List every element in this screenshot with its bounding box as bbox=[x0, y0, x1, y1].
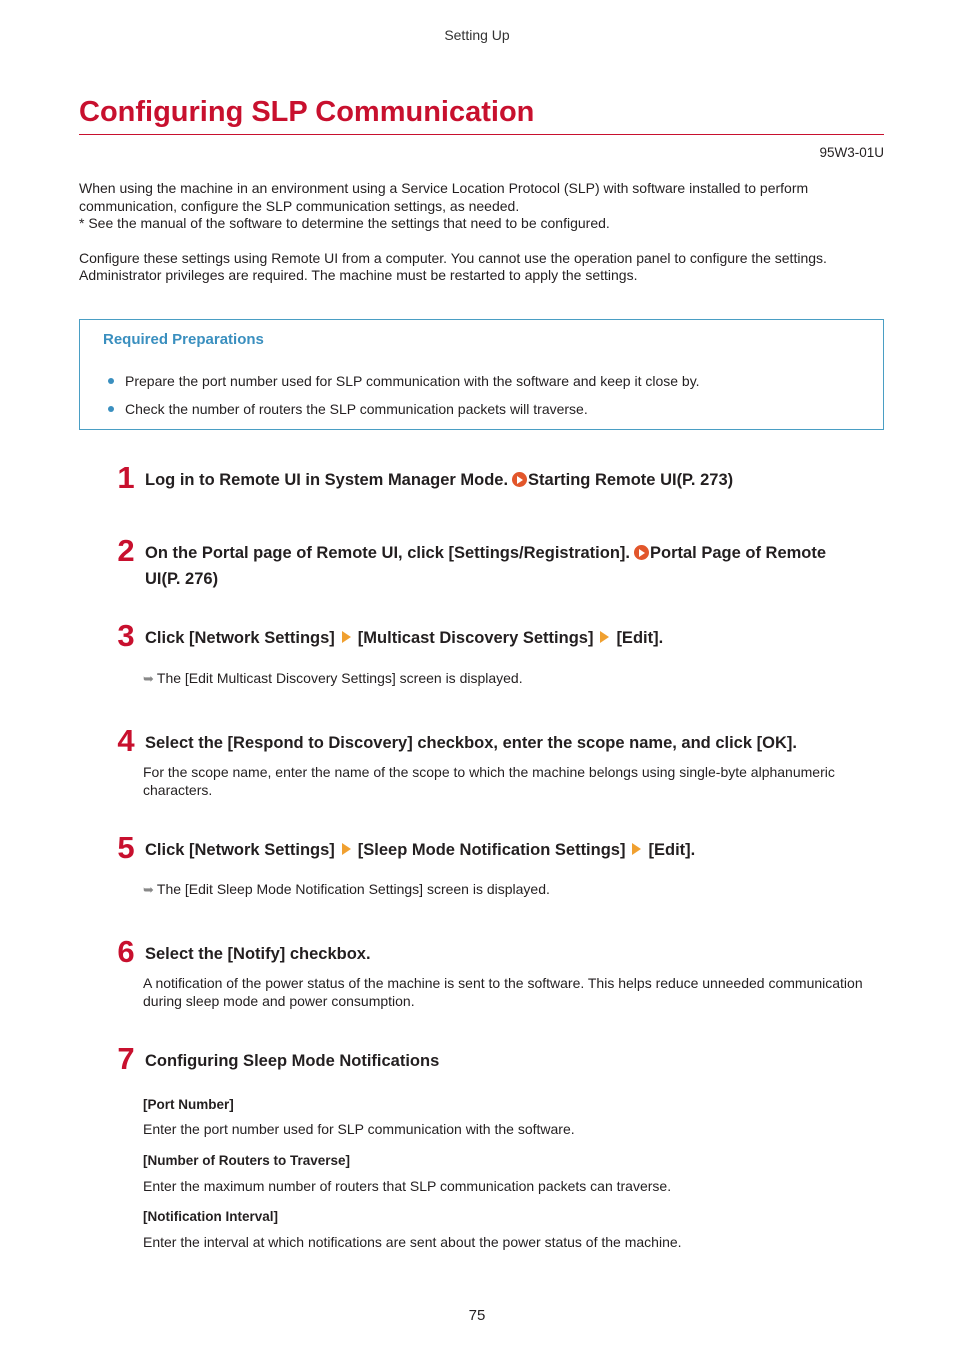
step-number: 4 bbox=[117, 723, 135, 758]
step-number: 3 bbox=[117, 618, 135, 653]
intro-note: Administrator privileges are required. The machine must be restarted to apply the settings. bbox=[79, 267, 638, 283]
preparation-item: Prepare the port number used for SLP communication with the software and keep it close by. bbox=[125, 373, 700, 389]
step-description: A notification of the power status of the machine is sent to the software. This helps reduce unneeded communication during sleep mode and power consumption. bbox=[143, 975, 863, 1009]
step-description: For the scope name, enter the name of the scope to which the machine belongs using single-byte alphanumeric characters. bbox=[143, 764, 835, 798]
preparations-title: Required Preparations bbox=[103, 331, 264, 348]
step-number: 2 bbox=[117, 533, 135, 568]
setting-term: [Port Number] bbox=[143, 1097, 234, 1112]
step-instruction: Select the [Respond to Discovery] checkbox, enter the scope name, and click [OK]. bbox=[145, 734, 797, 752]
setting-term: [Notification Interval] bbox=[143, 1209, 279, 1224]
menu-path-arrow-icon bbox=[632, 843, 641, 855]
step-instruction: On the Portal page of Remote UI, click [Settings/Registration]. Portal Page of Remote UI(P. 276) bbox=[145, 544, 827, 588]
setting-term: [Number of Routers to Traverse] bbox=[143, 1153, 351, 1168]
step-instruction: Click [Network Settings] [Sleep Mode Notification Settings] [Edit]. bbox=[145, 841, 696, 859]
menu-path-arrow-icon bbox=[342, 631, 351, 643]
running-header: Setting Up bbox=[444, 27, 510, 43]
link-arrow-icon bbox=[512, 472, 527, 487]
page-title: Configuring SLP Communication bbox=[79, 94, 884, 135]
step-result: ➥ The [Edit Multicast Discovery Settings] screen is displayed. bbox=[143, 670, 523, 686]
setting-definition: Enter the maximum number of routers that SLP communication packets can traverse. bbox=[143, 1178, 672, 1194]
bullet-icon bbox=[108, 406, 114, 412]
result-arrow-icon: ➥ bbox=[143, 671, 154, 686]
required-preparations-box bbox=[79, 319, 884, 430]
step-number: 7 bbox=[117, 1041, 135, 1076]
cross-reference-link[interactable]: Portal Page of Remote UI(P. 276) bbox=[145, 544, 827, 588]
step-number: 6 bbox=[117, 934, 135, 969]
setting-definition: Enter the port number used for SLP communication with the software. bbox=[143, 1121, 575, 1137]
menu-path-arrow-icon bbox=[600, 631, 609, 643]
cross-reference-link[interactable]: Starting Remote UI(P. 273) bbox=[528, 471, 734, 489]
step-number: 5 bbox=[117, 830, 135, 865]
step-instruction: Select the [Notify] checkbox. bbox=[145, 945, 371, 963]
step-instruction: Configuring Sleep Mode Notifications bbox=[145, 1052, 440, 1070]
link-arrow-icon bbox=[634, 545, 649, 560]
page-number: 75 bbox=[468, 1307, 486, 1324]
result-arrow-icon: ➥ bbox=[143, 882, 154, 897]
step-number: 1 bbox=[117, 460, 135, 495]
intro-section bbox=[79, 180, 884, 285]
menu-path-arrow-icon bbox=[342, 843, 351, 855]
intro-note: * See the manual of the software to determine the settings that need to be configured. bbox=[79, 215, 610, 231]
step-instruction: Log in to Remote UI in System Manager Mode. Starting Remote UI(P. 273) bbox=[145, 471, 734, 489]
step-instruction: Click [Network Settings] [Multicast Discovery Settings] [Edit]. bbox=[145, 629, 664, 647]
intro-paragraph: Configure these settings using Remote UI from a computer. You cannot use the operation panel to configure the settings. bbox=[79, 249, 827, 266]
document-id: 95W3-01U bbox=[819, 145, 884, 160]
setting-definition: Enter the interval at which notifications are sent about the power status of the machine. bbox=[143, 1234, 682, 1250]
preparation-item: Check the number of routers the SLP communication packets will traverse. bbox=[125, 401, 588, 417]
bullet-icon bbox=[108, 378, 114, 384]
step-result: ➥ The [Edit Sleep Mode Notification Settings] screen is displayed. bbox=[143, 881, 550, 897]
intro-paragraph: When using the machine in an environment using a Service Location Protocol (SLP) with software installed to perform communication, configure the SLP communication settings, as needed. bbox=[79, 180, 809, 214]
